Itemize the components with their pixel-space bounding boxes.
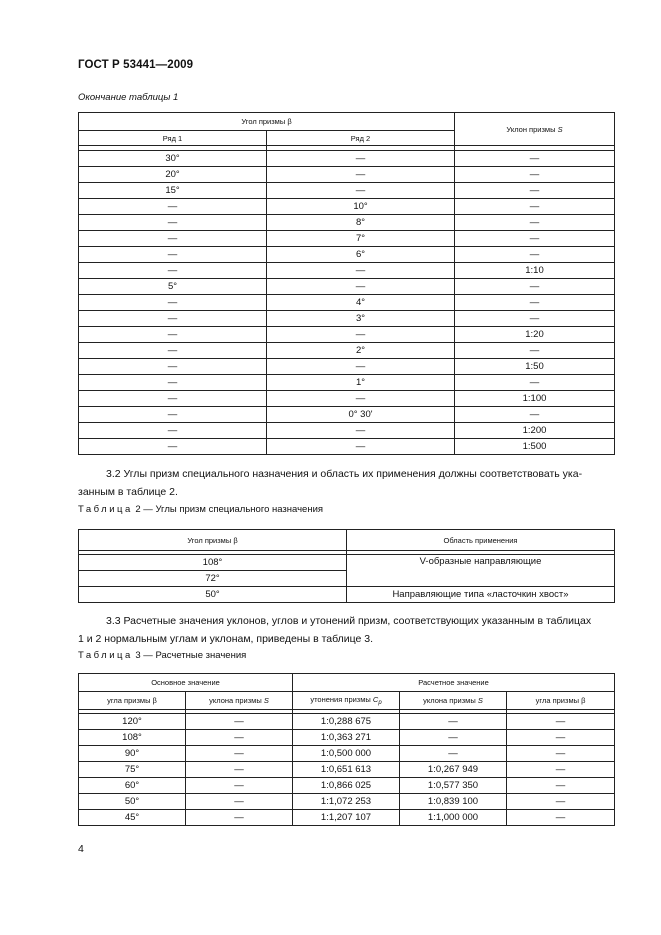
table-cell: — [79, 439, 267, 455]
table-cell: — [186, 762, 293, 778]
table-cell: — [79, 343, 267, 359]
table2-caption: Таблица 2 — Углы призм специального назначения [78, 504, 324, 515]
table-row [79, 714, 615, 730]
header-slope: Уклон призмы S [455, 113, 615, 146]
header-slope: уклона призмы S [186, 692, 293, 710]
table-cell: — [455, 375, 615, 391]
table-cell: 108° [79, 730, 186, 746]
table-cell: — [455, 167, 615, 183]
table-cell: V-образные направляющие [347, 555, 615, 587]
table-cell: — [507, 778, 615, 794]
table-3 [78, 673, 615, 826]
table-cell: 4° [267, 295, 455, 311]
table-row [79, 746, 615, 762]
table-cell: 3° [267, 311, 455, 327]
table-cell: 1:0,577 350 [400, 778, 507, 794]
table-row [79, 295, 615, 311]
table-row [79, 375, 615, 391]
table-cell: 1:0,839 100 [400, 794, 507, 810]
paragraph-line: 3.2 Углы призм специального назначения и область их применения должны соответствовать ука- [106, 468, 583, 480]
table-cell: — [79, 407, 267, 423]
table-cell: 20° [79, 167, 267, 183]
table-cell: 1:100 [455, 391, 615, 407]
header-application-area: Область применения [347, 530, 615, 551]
table-cell: — [507, 746, 615, 762]
table-cell: — [267, 151, 455, 167]
paragraph-line: занным в таблице 2. [78, 486, 178, 498]
table-cell: 1:0,267 949 [400, 762, 507, 778]
table-row [79, 263, 615, 279]
table-row [79, 794, 615, 810]
table-cell: 120° [79, 714, 186, 730]
table-cell: — [186, 746, 293, 762]
table-row [79, 730, 615, 746]
table-cell: — [186, 714, 293, 730]
table-cell: 1:1,000 000 [400, 810, 507, 826]
table-row [79, 423, 615, 439]
table-cell: — [400, 746, 507, 762]
table-cell: Направляющие типа «ласточкин хвост» [347, 587, 615, 603]
table-cell: — [267, 279, 455, 295]
table-cell: — [186, 730, 293, 746]
table-row [79, 391, 615, 407]
table-cell: 6° [267, 247, 455, 263]
table-cell: — [79, 215, 267, 231]
table-cell: — [79, 359, 267, 375]
table-cell: — [79, 311, 267, 327]
table-cell: — [455, 295, 615, 311]
table-cell: 1:1,207 107 [293, 810, 400, 826]
paragraph-3-2 [78, 465, 614, 501]
table-cell: 50° [79, 794, 186, 810]
table-cell: — [267, 391, 455, 407]
table-cell: — [79, 423, 267, 439]
table-row [79, 439, 615, 455]
header-main-value: Основное значение [79, 674, 293, 692]
table-row [79, 311, 615, 327]
table-row [79, 167, 615, 183]
table-cell: — [455, 311, 615, 327]
table-cell: 108° [79, 555, 347, 571]
table-cell: 1:20 [455, 327, 615, 343]
table-cell: — [79, 199, 267, 215]
table-row [79, 343, 615, 359]
table-cell: — [455, 151, 615, 167]
table-cell: — [507, 810, 615, 826]
table-row [79, 279, 615, 295]
header-thinning: утонения призмы $C_p$ [293, 692, 400, 710]
table-cell: — [79, 263, 267, 279]
table-cell: 1:10 [455, 263, 615, 279]
header-calculated-value: Расчетное значение [293, 674, 615, 692]
table-cell: — [455, 215, 615, 231]
header-prism-angle: Угол призмы β [79, 113, 455, 131]
table-cell: 60° [79, 778, 186, 794]
table-cell: — [455, 407, 615, 423]
table-cell: 1° [267, 375, 455, 391]
table-cell: 1:0,288 675 [293, 714, 400, 730]
table-row [79, 810, 615, 826]
table-row [79, 359, 615, 375]
table-cell: — [267, 183, 455, 199]
table-cell: 1:50 [455, 359, 615, 375]
header-prism-angle: Угол призмы β [79, 530, 347, 551]
table-2 [78, 529, 615, 603]
table-cell: — [507, 714, 615, 730]
table-cell: — [79, 327, 267, 343]
table-cell: 8° [267, 215, 455, 231]
table-cell: — [79, 391, 267, 407]
table-cell: — [79, 295, 267, 311]
table-cell: — [400, 714, 507, 730]
paragraph-line: 3.3 Расчетные значения уклонов, углов и утонений призм, соответствующих указанным в таблицах [106, 615, 592, 627]
table-cell: 72° [79, 571, 347, 587]
table-cell: 75° [79, 762, 186, 778]
header-row-2: Ряд 2 [267, 131, 455, 146]
table-cell: — [267, 359, 455, 375]
table-cell: 2° [267, 343, 455, 359]
table-cell: — [186, 810, 293, 826]
table-cell: — [267, 167, 455, 183]
document-header: ГОСТ Р 53441—2009 [78, 59, 194, 71]
table-cell: 1:1,072 253 [293, 794, 400, 810]
table-cell: 5° [79, 279, 267, 295]
header-calc-angle: угла призмы β [507, 692, 615, 710]
table-cell: 1:0,651 613 [293, 762, 400, 778]
table-cell: — [455, 247, 615, 263]
table-cell: — [507, 730, 615, 746]
table-cell: 1:0,363 271 [293, 730, 400, 746]
header-calc-slope: уклона призмы S [400, 692, 507, 710]
table-cell: — [79, 231, 267, 247]
table-row [79, 778, 615, 794]
table-cell: — [455, 343, 615, 359]
table-cell: 50° [79, 587, 347, 603]
table-cell: 7° [267, 231, 455, 247]
table-cell: 90° [79, 746, 186, 762]
table-cell: 45° [79, 810, 186, 826]
table-cell: — [455, 183, 615, 199]
table-row [79, 327, 615, 343]
page-number: 4 [78, 843, 84, 855]
table-cell: — [455, 279, 615, 295]
table-row [79, 183, 615, 199]
table-row [79, 247, 615, 263]
table-row [79, 762, 615, 778]
table-cell: — [267, 327, 455, 343]
table-cell: — [455, 231, 615, 247]
table-cell: 30° [79, 151, 267, 167]
table-cell: — [455, 199, 615, 215]
table-row [79, 151, 615, 167]
table-row [79, 407, 615, 423]
table1-caption: Окончание таблицы 1 [78, 92, 179, 103]
table-cell: 0° 30' [267, 407, 455, 423]
table-row [79, 199, 615, 215]
table-cell: — [267, 263, 455, 279]
table-cell: — [267, 439, 455, 455]
table-cell: 15° [79, 183, 267, 199]
table-cell: — [186, 778, 293, 794]
table-1 [78, 112, 615, 455]
paragraph-3-3 [78, 612, 614, 648]
table-row [79, 215, 615, 231]
table-row [79, 231, 615, 247]
table-cell: 1:0,866 025 [293, 778, 400, 794]
table-cell: 1:0,500 000 [293, 746, 400, 762]
table-cell: 1:200 [455, 423, 615, 439]
table-cell: — [400, 730, 507, 746]
table-cell: — [79, 375, 267, 391]
paragraph-line: 1 и 2 нормальным углам и уклонам, приведены в таблице 3. [78, 633, 374, 645]
table-cell: — [507, 794, 615, 810]
table-cell: 10° [267, 199, 455, 215]
table3-caption: Таблица 3 — Расчетные значения [78, 650, 247, 661]
header-angle: угла призмы β [79, 692, 186, 710]
table-cell: — [267, 423, 455, 439]
table-cell: — [79, 247, 267, 263]
table-cell: — [507, 762, 615, 778]
header-row-1: Ряд 1 [79, 131, 267, 146]
table-cell: — [186, 794, 293, 810]
table-cell: 1:500 [455, 439, 615, 455]
